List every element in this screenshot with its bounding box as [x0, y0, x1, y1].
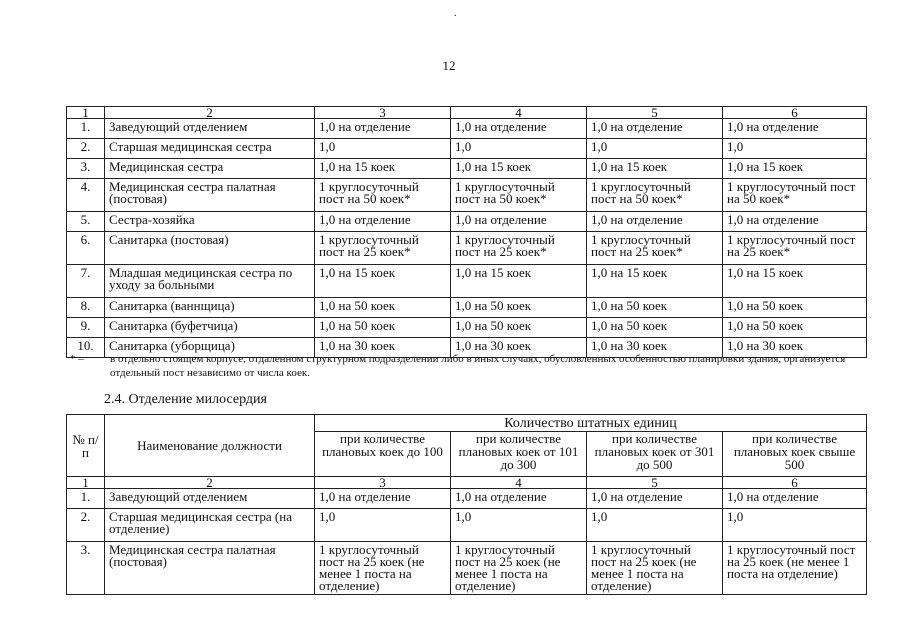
col-number: 4 [451, 107, 587, 119]
table-row [67, 232, 867, 265]
row-number: 1. [67, 119, 105, 139]
header-position: Наименование должности [105, 415, 315, 477]
staff-value: 1 круглосуточный пост на 25 коек* [315, 232, 451, 265]
col-number: 6 [723, 477, 867, 489]
table-row [67, 212, 867, 232]
row-number: 5. [67, 212, 105, 232]
position-name: Медицинская сестра палатная (постовая) [105, 179, 315, 212]
col-number: 2 [105, 477, 315, 489]
staff-value: 1,0 на отделение [587, 489, 723, 509]
staff-value: 1,0 на 50 коек [315, 318, 451, 338]
staff-value: 1,0 на отделение [723, 489, 867, 509]
col-number: 5 [587, 107, 723, 119]
table-row [67, 179, 867, 212]
section-title: 2.4. Отделение милосердия [104, 392, 267, 407]
staff-value: 1,0 [315, 139, 451, 159]
staffing-table-1 [66, 106, 867, 358]
position-name: Санитарка (ваннщица) [105, 298, 315, 318]
position-name: Заведующий отделением [105, 119, 315, 139]
row-number: 9. [67, 318, 105, 338]
staff-value: 1,0 [451, 509, 587, 542]
position-name: Заведующий отделением [105, 489, 315, 509]
position-name: Старшая медицинская сестра [105, 139, 315, 159]
table-row [67, 298, 867, 318]
col-number: 1 [67, 107, 105, 119]
col-number: 6 [723, 107, 867, 119]
staff-value: 1,0 на 15 коек [723, 265, 867, 298]
position-name: Санитарка (постовая) [105, 232, 315, 265]
staff-value: 1,0 на 15 коек [587, 159, 723, 179]
staff-value: 1,0 на 15 коек [451, 265, 587, 298]
position-name: Медицинская сестра палатная (постовая) [105, 542, 315, 595]
staff-value: 1 круглосуточный пост на 50 коек* [587, 179, 723, 212]
staff-value: 1 круглосуточный пост на 25 коек* [587, 232, 723, 265]
staff-value: 1,0 [315, 509, 451, 542]
row-number: 8. [67, 298, 105, 318]
col-number: 1 [67, 477, 105, 489]
staff-value: 1,0 на 15 коек [451, 159, 587, 179]
row-number: 2. [67, 509, 105, 542]
col-number: 5 [587, 477, 723, 489]
row-number: 3. [67, 159, 105, 179]
staff-value: 1,0 на 15 коек [723, 159, 867, 179]
staff-value: 1,0 на отделение [451, 212, 587, 232]
staff-value: 1,0 на отделение [315, 489, 451, 509]
header-number: № п/п [67, 415, 105, 477]
staff-value: 1 круглосуточный пост на 50 коек* [315, 179, 451, 212]
footnote [70, 352, 860, 380]
staff-value: 1,0 на 50 коек [587, 298, 723, 318]
table-row [67, 139, 867, 159]
col-number: 3 [315, 107, 451, 119]
column-number-row [67, 107, 867, 119]
table-row [67, 542, 867, 595]
row-number: 7. [67, 265, 105, 298]
row-number: 1. [67, 489, 105, 509]
staff-value: 1,0 на 30 коек [587, 338, 723, 358]
staff-value: 1,0 на отделение [451, 119, 587, 139]
position-name: Санитарка (уборщица) [105, 338, 315, 358]
staff-value: 1,0 на 30 коек [451, 338, 587, 358]
header-col: при количестве плановых коек свыше 500 [723, 432, 867, 477]
position-name: Старшая медицинская сестра (на отделение) [105, 509, 315, 542]
table-row [67, 489, 867, 509]
staff-value: 1,0 на отделение [723, 212, 867, 232]
staff-value: 1,0 [587, 509, 723, 542]
row-number: 3. [67, 542, 105, 595]
column-number-row [67, 477, 867, 489]
staff-value: 1,0 на отделение [587, 212, 723, 232]
staff-value: 1,0 на 50 коек [315, 298, 451, 318]
staff-value: 1,0 [451, 139, 587, 159]
table-row [67, 159, 867, 179]
staffing-table-2 [66, 414, 867, 595]
staff-value: 1,0 на отделение [315, 119, 451, 139]
table-row [67, 509, 867, 542]
staff-value: 1,0 на 15 коек [315, 159, 451, 179]
table-row [67, 265, 867, 298]
staff-value: 1 круглосуточный пост на 25 коек (не менее 1 поста на отделение) [315, 542, 451, 595]
staff-value: 1,0 на 50 коек [587, 318, 723, 338]
staff-value: 1,0 на 50 коек [723, 298, 867, 318]
header-col: при количестве плановых коек от 101 до 300 [451, 432, 587, 477]
staff-value: 1,0 на 30 коек [315, 338, 451, 358]
row-number: 6. [67, 232, 105, 265]
staff-value: 1,0 на 50 коек [451, 318, 587, 338]
staff-value: 1 круглосуточный пост на 50 коек* [723, 179, 867, 212]
staff-value: 1 круглосуточный пост на 25 коек (не менее 1 поста на отделение) [451, 542, 587, 595]
staff-value: 1,0 на отделение [723, 119, 867, 139]
table-row [67, 318, 867, 338]
footnote-text: в отдельно стоящем корпусе, отдаленном структурном подразделении либо в иных случаях, обусловленных особенностью планировки здания, организуется отдельный пост независимо от числа коек. [110, 353, 846, 379]
staff-value: 1,0 на отделение [315, 212, 451, 232]
staff-value: 1,0 [723, 139, 867, 159]
header-col: при количестве плановых коек от 301 до 500 [587, 432, 723, 477]
row-number: 4. [67, 179, 105, 212]
table-row [67, 119, 867, 139]
header-row [67, 415, 867, 432]
footnote-mark: * – [70, 353, 84, 365]
staff-value: 1,0 [723, 509, 867, 542]
page-number: 12 [442, 58, 456, 73]
staff-value: 1,0 на 15 коек [315, 265, 451, 298]
row-number: 10. [67, 338, 105, 358]
header-group: Количество штатных единиц [315, 415, 867, 432]
staff-value: 1,0 на 50 коек [723, 318, 867, 338]
col-number: 2 [105, 107, 315, 119]
page-mark: . [454, 8, 457, 19]
staff-value: 1,0 на 50 коек [451, 298, 587, 318]
position-name: Медицинская сестра [105, 159, 315, 179]
staff-value: 1 круглосуточный пост на 50 коек* [451, 179, 587, 212]
position-name: Санитарка (буфетчица) [105, 318, 315, 338]
staff-value: 1,0 [587, 139, 723, 159]
staff-value: 1,0 на отделение [587, 119, 723, 139]
staff-value: 1,0 на 15 коек [587, 265, 723, 298]
staff-value: 1 круглосуточный пост на 25 коек (не менее 1 поста на отделение) [723, 542, 867, 595]
staff-value: 1,0 на 30 коек [723, 338, 867, 358]
col-number: 3 [315, 477, 451, 489]
col-number: 4 [451, 477, 587, 489]
staff-value: 1 круглосуточный пост на 25 коек (не менее 1 поста на отделение) [587, 542, 723, 595]
position-name: Сестра-хозяйка [105, 212, 315, 232]
row-number: 2. [67, 139, 105, 159]
staff-value: 1,0 на отделение [451, 489, 587, 509]
staff-value: 1 круглосуточный пост на 25 коек* [451, 232, 587, 265]
position-name: Младшая медицинская сестра по уходу за больными [105, 265, 315, 298]
header-col: при количестве плановых коек до 100 [315, 432, 451, 477]
staff-value: 1 круглосуточный пост на 25 коек* [723, 232, 867, 265]
